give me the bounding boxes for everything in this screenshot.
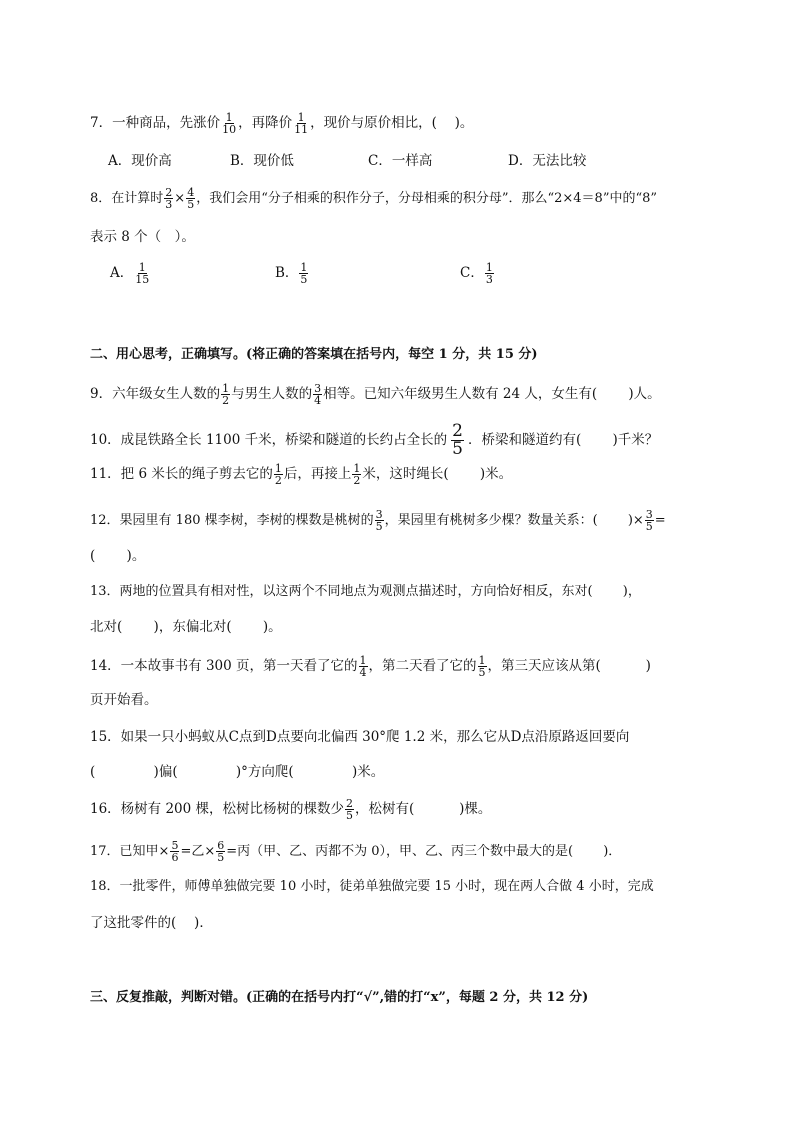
fraction: $\frac{4}{5}$: [187, 186, 195, 211]
question-11: 11．把 6 米长的绳子剪去它的 $\frac{1}{2}$ 后，再接上 $\frac{1}{2}$ 米，这时绳长( )米。: [90, 462, 513, 487]
fraction: $\frac{3}{5}$: [645, 508, 653, 533]
question-12: 12．果园里有 180 棵李树，李树的棵数是桃树的 $\frac{3}{5}$ ，果园里有桃树多少棵？数量关系：( )× $\frac{3}{5}$ =: [90, 508, 666, 533]
fraction: $\frac{3}{4}$: [314, 382, 322, 407]
q7-option-d: D．无法比较: [508, 153, 587, 169]
fraction: $\frac{1}{5}$: [478, 654, 486, 679]
fraction: $\frac{3}{5}$: [375, 508, 383, 533]
fraction: $\frac{5}{6}$: [171, 839, 179, 864]
fraction: $\frac{2}{5}$: [452, 421, 463, 459]
fraction: $\frac{1}{10}$: [222, 111, 237, 136]
q7-option-c: C．一样高: [368, 153, 433, 169]
question-16: 16．杨树有 200 棵，松树比杨树的棵数少 $\frac{2}{5}$ ，松树有( )棵。: [90, 797, 492, 822]
question-18-line2: 了这批零件的( )．: [90, 915, 213, 931]
question-17: 17．已知甲× $\frac{5}{6}$ =乙× $\frac{6}{5}$ =丙（甲、乙、丙都不为 0），甲、乙、丙三个数中最大的是( )．: [90, 839, 622, 864]
q7-option-b: B．现价低: [230, 153, 294, 169]
fraction: $\frac{1}{3}$: [485, 261, 493, 286]
question-8: 8．在计算时 $\frac{2}{3}$ × $\frac{4}{5}$ ，我们会用“分子相乘的积作分子，分母相乘的积分母”．那么“2×4＝8”中的“8”: [90, 186, 658, 211]
section-2-heading: 二、用心思考，正确填写。(将正确的答案填在括号内，每空 1 分，共 15 分): [90, 347, 538, 362]
fraction: $\frac{6}{5}$: [217, 839, 225, 864]
question-18-line1: 18．一批零件，师傅单独做完要 10 小时，徒弟单独做完要 15 小时，现在两人合做 4 小时，完成: [90, 879, 654, 894]
question-13-line1: 13．两地的位置具有相对性，以这两个不同地点为观测点描述时，方向恰好相反，东对( )，: [90, 584, 641, 599]
question-15-line1: 15．如果一只小蚂蚁从C点到D点要向北偏西 30°爬 1.2 米，那么它从D点沿原路返回要向: [90, 729, 630, 745]
question-14-line2: 页开始看。: [90, 692, 158, 708]
question-9: 9．六年级女生人数的 $\frac{1}{2}$ 与男生人数的 $\frac{3}{4}$ 相等。已知六年级男生人数有 24 人，女生有( )人。: [90, 382, 661, 407]
fraction: $\frac{2}{5}$: [346, 797, 354, 822]
fraction: $\frac{1}{2}$: [274, 462, 282, 487]
fraction: $\frac{1}{15}$: [135, 261, 150, 286]
q8-option-b: B． $\frac{1}{5}$: [275, 261, 308, 286]
question-7: 7．一种商品，先涨价 $\frac{1}{10}$ ，再降价 $\frac{1}{11}$ ，现价与原价相比，( )。: [90, 111, 474, 136]
question-13-line2: 北对( )，东偏北对( )。: [90, 619, 282, 635]
fraction: $\frac{1}{2}$: [353, 462, 361, 487]
question-8-line2: 表示 8 个（ ）。: [90, 229, 195, 245]
fraction: $\frac{1}{11}$: [294, 111, 309, 136]
q8-option-c: C． $\frac{1}{3}$: [460, 261, 493, 286]
fraction: $\frac{1}{4}$: [359, 654, 367, 679]
section-3-heading: 三、反复推敲，判断对错。(正确的在括号内打“√”,错的打“x”，每题 2 分，共 12 分): [90, 990, 589, 1005]
fraction: $\frac{1}{2}$: [222, 382, 230, 407]
q7-option-a: A．现价高: [108, 153, 172, 169]
question-12-line2: ( )。: [90, 548, 146, 564]
fraction: $\frac{1}{5}$: [300, 261, 308, 286]
fraction: $\frac{2}{3}$: [165, 186, 173, 211]
question-15-line2: ( )偏( )°方向爬( )米。: [90, 764, 385, 780]
question-10: 10．成昆铁路全长 1100 千米，桥梁和隧道的长约占全长的 $\frac{2}{5}$ ．桥梁和隧道约有( )千米？: [90, 421, 659, 459]
question-14: 14．一本故事书有 300 页，第一天看了它的 $\frac{1}{4}$ ，第二天看了它的 $\frac{1}{5}$ ，第三天应该从第( ): [90, 654, 651, 679]
q8-option-a: A． $\frac{1}{15}$: [110, 261, 150, 286]
